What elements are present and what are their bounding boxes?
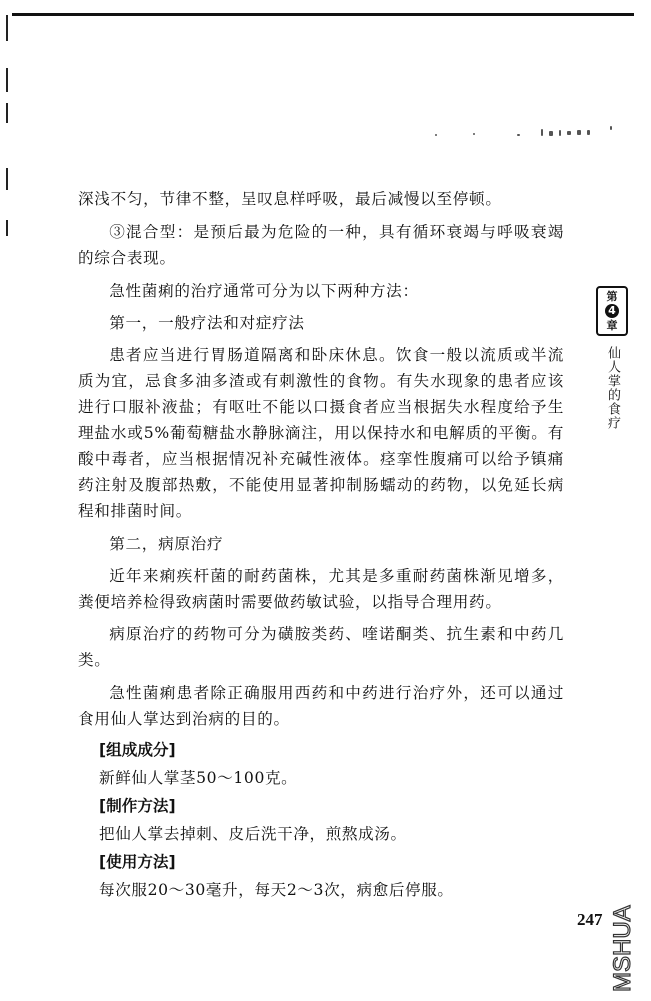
- chapter-prefix: 第: [606, 290, 618, 303]
- chapter-suffix: 章: [606, 319, 618, 332]
- paragraph: 急性菌痢患者除正确服用西药和中药进行治疗外，还可以通过食用仙人掌达到治病的目的。: [78, 684, 564, 728]
- page-edge-mark: [6, 103, 8, 123]
- recipe-ingredients-label: [组成成分]: [99, 741, 176, 759]
- page-edge-mark: [6, 168, 8, 190]
- recipe-preparation-text: 把仙人掌去掉刺、皮后洗干净，煎熬成汤。: [99, 825, 407, 843]
- page-edge-mark: [6, 68, 8, 92]
- recipe-preparation-label: [制作方法]: [99, 797, 176, 815]
- page-edge-mark: [6, 220, 8, 236]
- watermark: [604, 884, 646, 994]
- body-text: [78, 186, 564, 904]
- paragraph: 病原治疗的药物可分为磺胺类药、喹诺酮类、抗生素和中药几类。: [78, 625, 564, 669]
- recipe-ingredients-text: 新鲜仙人掌茎50～100克。: [99, 769, 298, 787]
- paragraph: 急性菌痢的治疗通常可分为以下两种方法：: [109, 282, 419, 300]
- recipe-usage-text: 每次服20～30毫升，每天2～3次，病愈后停服。: [99, 881, 454, 899]
- chapter-badge: [596, 286, 628, 336]
- scan-noise: [435, 126, 635, 146]
- paragraph: 深浅不匀，节律不整，呈叹息样呼吸，最后减慢以至停顿。: [78, 190, 502, 208]
- page-number: 247: [577, 910, 603, 929]
- paragraph: ③混合型：是预后最为危险的一种，具有循环衰竭与呼吸衰竭的综合表现。: [78, 223, 564, 267]
- page-edge-mark: [6, 15, 8, 41]
- svg-text:MSHUA: MSHUA: [609, 905, 636, 992]
- recipe-usage-label: [使用方法]: [99, 853, 176, 871]
- section-heading: 第一，一般疗法和对症疗法: [109, 314, 305, 332]
- paragraph: 患者应当进行胃肠道隔离和卧床休息。饮食一般以流质或半流质为宜，忌食多油多渣或有刺激性的食物。有失水现象的患者应该进行口服补液盐；有呕吐不能以口摄食者应当根据失水程度给予生理盐水或5%葡萄糖盐水静脉滴注，用以保持水和电解质的平衡。有酸中毒者，应当根据情况补充碱性液体。痉挛性腹痛可以给予镇痛药注射及腹部热敷，不能使用显著抑制肠蠕动的药物，以免延长病程和排菌时间。: [78, 346, 564, 520]
- paragraph: 近年来痢疾杆菌的耐药菌株，尤其是多重耐药菌株渐见增多，粪便培养检得致病菌时需要做药敏试验，以指导合理用药。: [78, 567, 564, 611]
- section-heading: 第二，病原治疗: [109, 535, 224, 553]
- header-rule: [12, 13, 634, 16]
- chapter-side-tab: [594, 286, 630, 434]
- chapter-number: 4: [605, 304, 619, 318]
- chapter-title: 仙人掌的食疗: [605, 346, 620, 430]
- watermark-logo: [604, 884, 646, 994]
